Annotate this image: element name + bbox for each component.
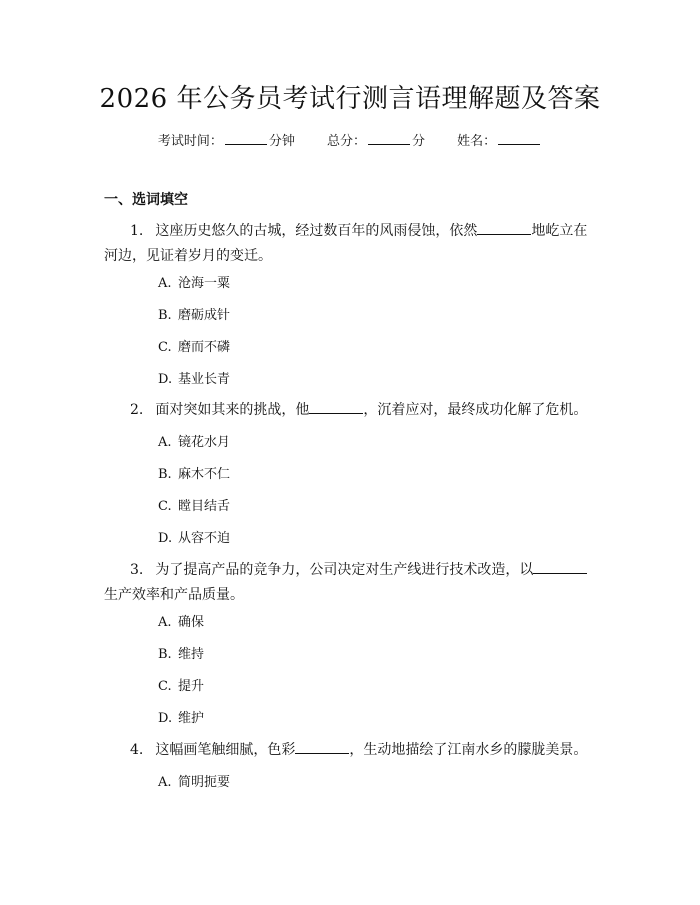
question-text-before: 这幅画笔触细腻，色彩 bbox=[155, 742, 296, 758]
question-text-after: ，沉着应对，最终成功化解了危机。 bbox=[363, 402, 588, 418]
option-text: 磨砺成针 bbox=[178, 308, 231, 323]
option-d bbox=[158, 530, 230, 548]
option-letter: A. bbox=[158, 435, 172, 450]
option-text: 基业长青 bbox=[178, 372, 231, 387]
question-text-after: 地屹立在河边，见证着岁月的变迁。 bbox=[104, 223, 588, 264]
answer-blank bbox=[477, 220, 531, 235]
exam-meta bbox=[0, 132, 700, 151]
option-b bbox=[158, 307, 230, 325]
answer-blank bbox=[295, 739, 349, 754]
option-c bbox=[158, 498, 230, 516]
option-letter: A. bbox=[158, 775, 172, 790]
question-number: 2. bbox=[130, 402, 144, 418]
exam-time bbox=[158, 134, 295, 149]
option-letter: B. bbox=[158, 467, 172, 482]
option-text: 提升 bbox=[178, 679, 205, 694]
option-letter: C. bbox=[158, 340, 172, 355]
question-text-before: 这座历史悠久的古城，经过数百年的风雨侵蚀，依然 bbox=[155, 223, 478, 239]
option-letter: A. bbox=[158, 615, 172, 630]
option-a bbox=[158, 275, 230, 293]
name-label: 姓名： bbox=[457, 134, 497, 149]
option-letter: D. bbox=[158, 711, 173, 726]
question-1 bbox=[104, 219, 601, 269]
option-text: 麻木不仁 bbox=[178, 467, 231, 482]
question-number: 3. bbox=[130, 562, 144, 578]
option-text: 镜花水月 bbox=[178, 435, 231, 450]
question-3 bbox=[104, 558, 601, 608]
page-title: 2026 年公务员考试行测言语理解题及答案 bbox=[99, 84, 601, 114]
exam-name bbox=[457, 134, 542, 149]
option-text: 维护 bbox=[178, 711, 205, 726]
option-b bbox=[158, 646, 204, 664]
exam-score bbox=[327, 134, 425, 149]
question-2 bbox=[104, 398, 601, 423]
option-letter: D. bbox=[158, 372, 173, 387]
time-label: 考试时间： bbox=[157, 134, 223, 149]
name-blank bbox=[498, 132, 540, 145]
score-blank bbox=[368, 132, 410, 145]
question-number: 4. bbox=[130, 742, 144, 758]
option-letter: A. bbox=[158, 276, 172, 291]
option-text: 瞠目结舌 bbox=[178, 499, 231, 514]
option-b bbox=[158, 466, 230, 484]
section-heading: 一、选词填空 bbox=[104, 192, 188, 208]
option-a bbox=[158, 614, 204, 632]
option-d bbox=[158, 710, 204, 728]
option-letter: B. bbox=[158, 647, 172, 662]
question-text-after: ，生动地描绘了江南水乡的朦胧美景。 bbox=[349, 742, 588, 758]
option-a bbox=[158, 774, 230, 792]
option-text: 从容不迫 bbox=[178, 531, 231, 546]
option-text: 磨而不磷 bbox=[178, 340, 231, 355]
score-label: 总分： bbox=[326, 134, 366, 149]
question-text-after: 生产效率和产品质量。 bbox=[104, 587, 244, 603]
option-text: 确保 bbox=[178, 615, 205, 630]
option-c bbox=[158, 339, 230, 357]
time-blank bbox=[225, 132, 267, 145]
option-text: 沧海一粟 bbox=[178, 276, 231, 291]
option-a bbox=[158, 434, 230, 452]
option-letter: B. bbox=[158, 308, 172, 323]
option-letter: D. bbox=[158, 531, 173, 546]
option-c bbox=[158, 678, 204, 696]
answer-blank bbox=[309, 399, 363, 414]
question-number: 1. bbox=[130, 223, 144, 239]
score-unit: 分 bbox=[412, 134, 426, 149]
option-text: 简明扼要 bbox=[178, 775, 231, 790]
option-text: 维持 bbox=[178, 647, 205, 662]
question-4 bbox=[104, 738, 601, 763]
option-d bbox=[158, 371, 230, 389]
time-unit: 分钟 bbox=[268, 134, 295, 149]
option-letter: C. bbox=[158, 679, 172, 694]
option-letter: C. bbox=[158, 499, 172, 514]
question-text-before: 为了提高产品的竞争力，公司决定对生产线进行技术改造，以 bbox=[155, 562, 534, 578]
answer-blank bbox=[533, 559, 587, 574]
question-text-before: 面对突如其来的挑战，他 bbox=[155, 402, 310, 418]
